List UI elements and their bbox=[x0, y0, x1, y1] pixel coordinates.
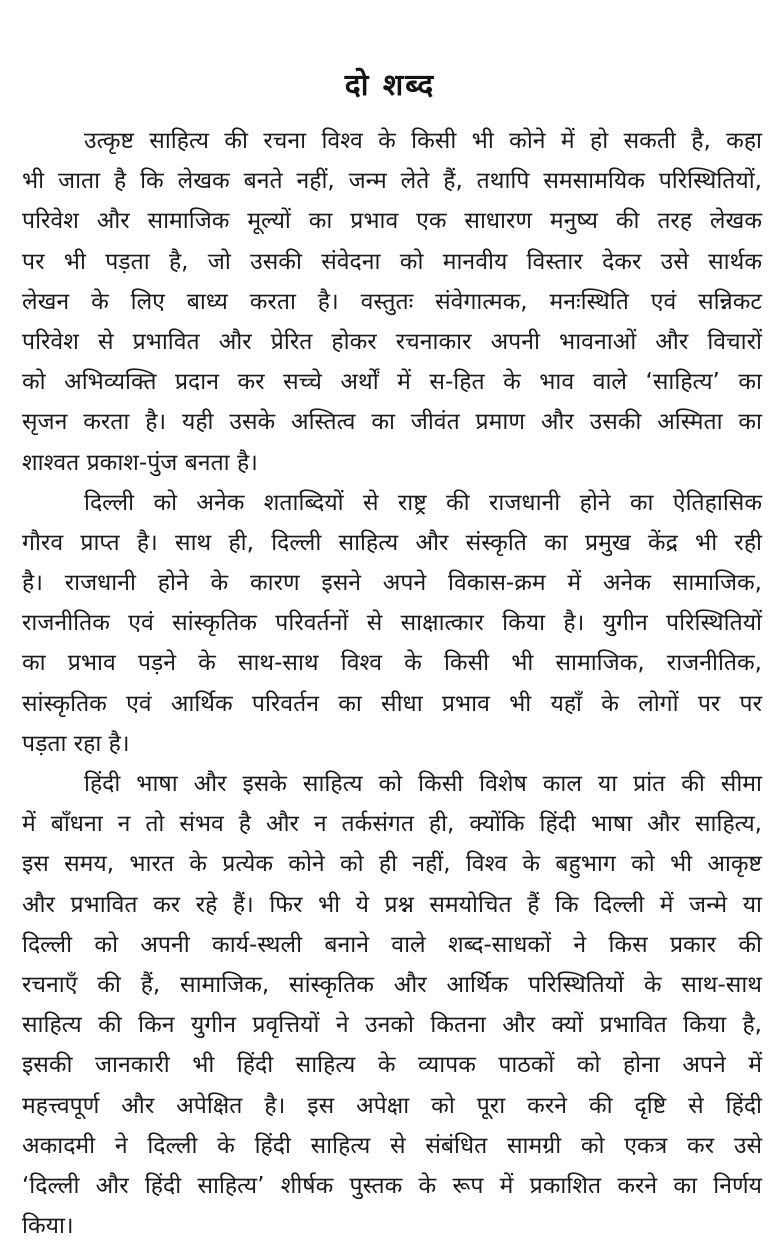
text-line: भी जाता है कि लेखक बनते नहीं, जन्म लेते हैं, तथापि समसामयिक परिस्थितियों, bbox=[22, 168, 762, 195]
text-line: उत्कृष्ट साहित्य की रचना विश्व के किसी भी कोने में हो सकती है, कहा bbox=[84, 128, 762, 154]
paragraph-2 bbox=[22, 483, 762, 764]
text-line: और प्रभावित कर रहे हैं। फिर भी ये प्रश्न समयोचित हैं कि दिल्ली में जन्मे या bbox=[22, 891, 762, 918]
text-line: किया। bbox=[22, 1213, 74, 1240]
text-line: लेखन के लिए बाध्य करता है। वस्तुतः संवेगात्मक, मनःस्थिति एवं सन्निकट bbox=[22, 288, 762, 315]
document-body bbox=[22, 121, 762, 1246]
paragraph-3 bbox=[22, 764, 762, 1246]
paragraph-1 bbox=[22, 121, 762, 483]
text-line: दिल्ली को अनेक शताब्दियों से राष्ट्र की राजधानी होने का ऐतिहासिक bbox=[84, 489, 762, 516]
text-line: अकादमी ने दिल्ली के हिंदी साहित्य से संबंधित सामग्री को एकत्र कर उसे bbox=[22, 1132, 762, 1159]
text-line: को अभिव्यक्ति प्रदान कर सच्चे अर्थों में स-हित के भाव वाले ‘साहित्य’ का bbox=[22, 369, 762, 396]
page-title: दो शब्द bbox=[344, 68, 436, 103]
text-line: रचनाएँ की हैं, सामाजिक, सांस्कृतिक और आर्थिक परिस्थितियों के साथ-साथ bbox=[22, 971, 762, 998]
text-line: पर भी पड़ता है, जो उसकी संवेदना को मानवीय विस्तार देकर उसे सार्थक bbox=[22, 248, 762, 275]
text-line: हिंदी भाषा और इसके साहित्य को किसी विशेष काल या प्रांत की सीमा bbox=[84, 771, 762, 797]
text-line: परिवेश और सामाजिक मूल्यों का प्रभाव एक साधारण मनुष्य की तरह लेखक bbox=[22, 208, 762, 235]
text-line: है। राजधानी होने के कारण इसने अपने विकास-क्रम में अनेक सामाजिक, bbox=[22, 570, 762, 597]
text-line: महत्त्वपूर्ण और अपेक्षित है। इस अपेक्षा को पूरा करने की दृष्टि से हिंदी bbox=[22, 1092, 762, 1119]
text-line: परिवेश से प्रभावित और प्रेरित होकर रचनाकार अपनी भावनाओं और विचारों bbox=[22, 328, 762, 355]
text-line: गौरव प्राप्त है। साथ ही, दिल्ली साहित्य और संस्कृति का प्रमुख केंद्र भी रही bbox=[22, 529, 762, 556]
text-line: राजनीतिक एवं सांस्कृतिक परिवर्तनों से साक्षात्कार किया है। युगीन परिस्थितियों bbox=[22, 610, 762, 637]
text-line: का प्रभाव पड़ने के साथ-साथ विश्व के किसी भी सामाजिक, राजनीतिक, bbox=[22, 650, 762, 677]
text-line: साहित्य की किन युगीन प्रवृत्तियों ने उनको कितना और क्यों प्रभावित किया है, bbox=[22, 1012, 762, 1039]
text-line: सांस्कृतिक एवं आर्थिक परिवर्तन का सीधा प्रभाव भी यहाँ के लोगों पर पर bbox=[22, 690, 762, 717]
text-line: में बाँधना न तो संभव है और न तर्कसंगत ही, क्योंकि हिंदी भाषा और साहित्य, bbox=[22, 811, 762, 838]
text-line: ‘दिल्ली और हिंदी साहित्य’ शीर्षक पुस्तक के रूप में प्रकाशित करने का निर्णय bbox=[22, 1172, 762, 1199]
text-line: इसकी जानकारी भी हिंदी साहित्य के व्यापक पाठकों को होना अपने में bbox=[22, 1052, 762, 1079]
text-line: सृजन करता है। यही उसके अस्तित्व का जीवंत प्रमाण और उसकी अस्मिता का bbox=[22, 409, 762, 436]
text-line: दिल्ली को अपनी कार्य-स्थली बनाने वाले शब्द-साधकों ने किस प्रकार की bbox=[22, 931, 762, 958]
text-line: पड़ता रहा है। bbox=[22, 730, 130, 757]
text-line: इस समय, भारत के प्रत्येक कोने को ही नहीं, विश्व के बहुभाग को भी आकृष्ट bbox=[22, 851, 762, 878]
text-line: शाश्वत प्रकाश-पुंज बनता है। bbox=[22, 449, 258, 476]
